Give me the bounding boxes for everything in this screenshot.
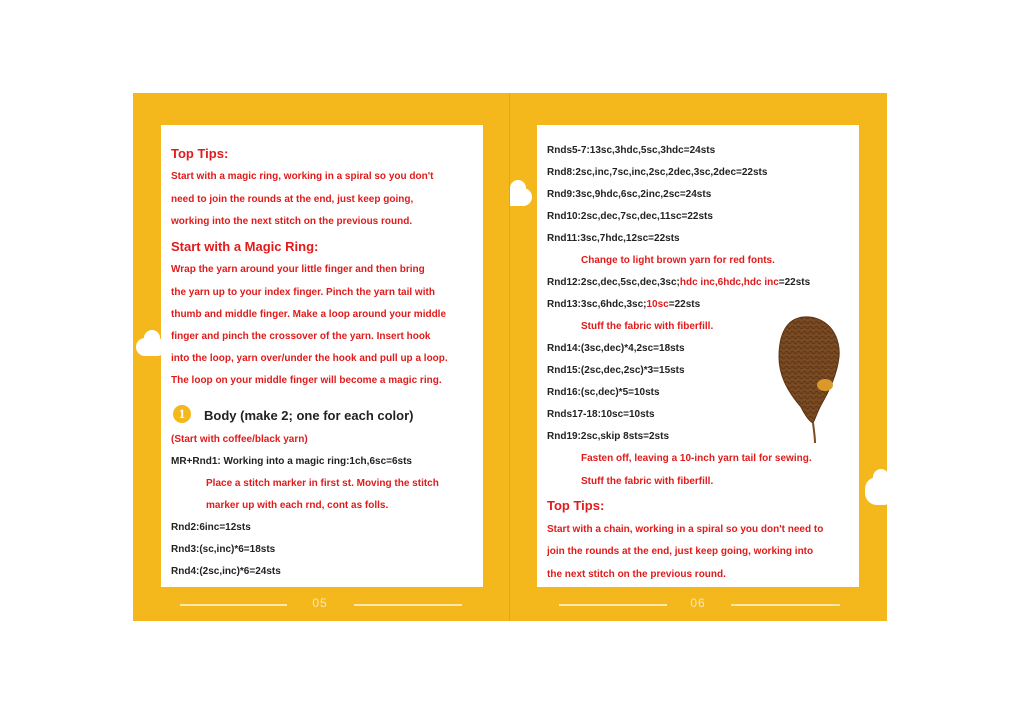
tip-line: need to join the rounds at the end, just keep going, <box>171 194 414 205</box>
pattern-row-mixed <box>547 299 700 310</box>
top-tips-title: Top Tips: <box>547 498 605 513</box>
cloud-decoration <box>136 338 166 356</box>
tip-line: Start with a chain, working in a spiral so you don't need to <box>547 524 824 535</box>
content-card-right <box>537 125 859 587</box>
top-tips-title: Top Tips: <box>171 146 229 161</box>
pattern-row: Rnds5-7:13sc,3hdc,5sc,3hdc=24sts <box>547 145 716 156</box>
footer-rule <box>180 604 287 606</box>
tip-line: the next stitch on the previous round. <box>547 569 726 580</box>
pattern-row: Rnd4:(2sc,inc)*6=24sts <box>171 566 281 577</box>
tip-line: join the rounds at the end, just keep going, working into <box>547 546 814 557</box>
cloud-decoration <box>510 188 532 206</box>
note-line: Stuff the fabric with fiberfill. <box>581 476 714 487</box>
note-line: Change to light brown yarn for red fonts. <box>581 255 775 266</box>
page-left <box>133 93 510 621</box>
section-number-badge: 1 <box>173 405 191 423</box>
pattern-row-mixed <box>547 277 810 288</box>
book-spread <box>133 93 887 621</box>
row-part: =22sts <box>778 277 811 288</box>
footer-rule <box>354 604 462 606</box>
page-right <box>510 93 887 621</box>
pattern-row: Rnd19:2sc,skip 8sts=2sts <box>547 431 670 442</box>
section-subtitle: (Start with coffee/black yarn) <box>171 434 308 445</box>
magic-ring-line: into the loop, yarn over/under the hook and pull up a loop. <box>171 353 448 364</box>
magic-ring-title: Start with a Magic Ring: <box>171 239 319 254</box>
pattern-row: Rnd9:3sc,9hdc,6sc,2inc,2sc=24sts <box>547 189 712 200</box>
pattern-row: Rnd11:3sc,7hdc,12sc=22sts <box>547 233 680 244</box>
row-part: Rnd13:3sc,6hdc,3sc; <box>547 299 647 310</box>
pattern-row: Rnd8:2sc,inc,7sc,inc,2sc,2dec,3sc,2dec=22sts <box>547 167 768 178</box>
note-line: Place a stitch marker in first st. Moving the stitch <box>206 478 439 489</box>
note-line: marker up with each rnd, cont as folls. <box>206 500 389 511</box>
pattern-row: Rnd15:(2sc,dec,2sc)*3=15sts <box>547 365 685 376</box>
page-number: 06 <box>690 596 706 610</box>
pattern-row: MR+Rnd1: Working into a magic ring:1ch,6sc=6sts <box>171 456 412 467</box>
row-part-red: 10sc <box>646 299 669 310</box>
tip-line: Start with a magic ring, working in a spiral so you don't <box>171 171 434 182</box>
page-number: 05 <box>312 596 328 610</box>
row-part: =22sts <box>668 299 701 310</box>
pattern-row: Rnds17-18:10sc=10sts <box>547 409 655 420</box>
pattern-row: Rnd10:2sc,dec,7sc,dec,11sc=22sts <box>547 211 713 222</box>
pattern-row: Rnd2:6inc=12sts <box>171 522 251 533</box>
row-part-red: hdc inc,6hdc,hdc inc <box>679 277 779 288</box>
footer-rule <box>559 604 667 606</box>
cloud-decoration <box>865 477 887 505</box>
magic-ring-line: Wrap the yarn around your little finger and then bring <box>171 264 425 275</box>
magic-ring-line: thumb and middle finger. Make a loop around your middle <box>171 309 447 320</box>
row-part: Rnd12:2sc,dec,5sc,dec,3sc; <box>547 277 680 288</box>
note-line: Fasten off, leaving a 10-inch yarn tail for sewing. <box>581 453 812 464</box>
pattern-row: Rnd14:(3sc,dec)*4,2sc=18sts <box>547 343 685 354</box>
crochet-piece-image <box>773 315 845 445</box>
magic-ring-line: The loop on your middle finger will become a magic ring. <box>171 375 442 386</box>
content-card-left <box>161 125 483 587</box>
note-line: Stuff the fabric with fiberfill. <box>581 321 714 332</box>
section-title: Body (make 2; one for each color) <box>204 408 414 423</box>
magic-ring-line: the yarn up to your index finger. Pinch the yarn tail with <box>171 287 435 298</box>
magic-ring-line: finger and pinch the crossover of the yarn. Insert hook <box>171 331 431 342</box>
tip-line: working into the next stitch on the previous round. <box>171 216 413 227</box>
footer-rule <box>731 604 840 606</box>
pattern-row: Rnd16:(sc,dec)*5=10sts <box>547 387 660 398</box>
pattern-row: Rnd3:(sc,inc)*6=18sts <box>171 544 276 555</box>
